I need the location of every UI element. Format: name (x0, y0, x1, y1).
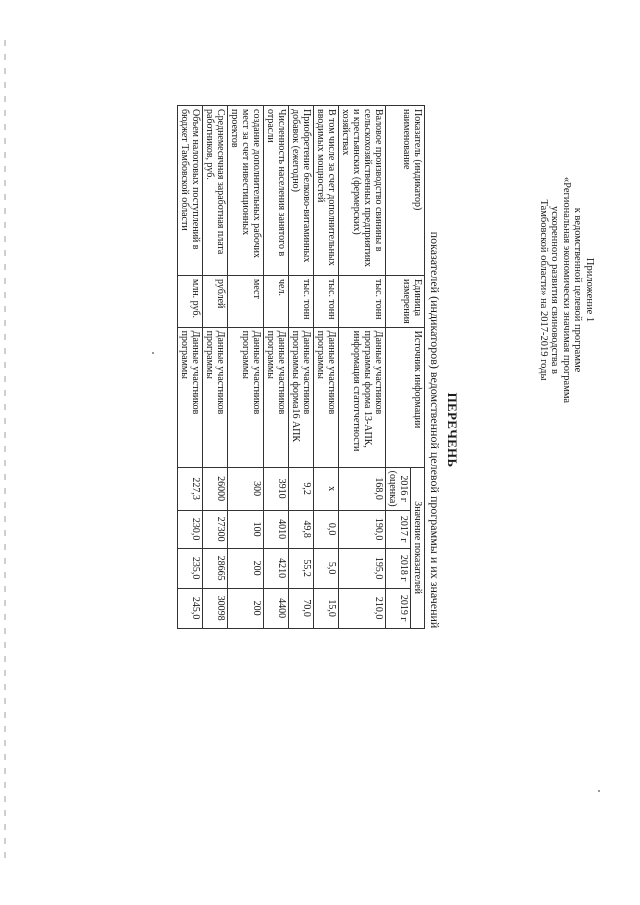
cell-2019: 70,0 (289, 588, 314, 628)
document-title: ПЕРЕЧЕНЬ (445, 392, 460, 468)
header-row (411, 106, 425, 629)
appendix-line: ускоренного развития свиноводства в (549, 206, 561, 374)
header-2016 (386, 467, 411, 510)
cell-unit: мест (228, 276, 264, 328)
cell-indicator: Среднемесячная заработная плата работников, руб. (203, 106, 228, 276)
cell-2016: 9,2 (289, 467, 314, 510)
cell-unit: млн. руб. (178, 276, 203, 328)
cell-2017: 230,0 (178, 510, 203, 548)
cell-2019: 30098 (203, 588, 228, 628)
rotated-page (20, 0, 610, 860)
cell-2017: 0,0 (314, 510, 339, 548)
indicators-table (177, 105, 425, 629)
table-row (314, 106, 339, 629)
cell-2017: 100 (228, 510, 264, 548)
document-subtitle: показателей (индикаторов) ведомственной целевой программы и их значений (428, 231, 442, 629)
cell-2016: х (314, 467, 339, 510)
scan-edge (4, 40, 6, 860)
appendix-block (537, 90, 595, 490)
cell-2018: 55,2 (289, 548, 314, 588)
appendix-line: к ведомственной целевой программе (572, 207, 584, 373)
cell-2017: 4010 (264, 510, 289, 548)
appendix-line: Тамбовской области» на 2017-2019 годы (537, 199, 549, 381)
cell-indicator: В том числе за счет дополнительных вводимых мощностей (314, 106, 339, 276)
header-source: Источник информации (386, 327, 425, 467)
cell-2016: 26000 (203, 467, 228, 510)
cell-2016: 3910 (264, 467, 289, 510)
table-row (289, 106, 314, 629)
header-indicator: Показатель (индикатор) наименование (386, 106, 425, 276)
cell-source: Данные участников программы форма16 АПК (289, 327, 314, 467)
cell-source: Данные участников программы (178, 327, 203, 467)
table-row (339, 106, 386, 629)
cell-source: Данные участников программы форма 13-АПК, информация статотчетности (339, 327, 386, 467)
cell-2018: 235,0 (178, 548, 203, 588)
cell-2017: 27300 (203, 510, 228, 548)
cell-unit: тыс. тонн (289, 276, 314, 328)
cell-2017: 49,8 (289, 510, 314, 548)
header-2016-note: (оценка) (387, 470, 398, 507)
cell-2017: 190,0 (339, 510, 386, 548)
cell-2018: 4210 (264, 548, 289, 588)
cell-2019: 4400 (264, 588, 289, 628)
header-values-group: Значение показателей (411, 467, 425, 628)
cell-unit: тыс. тонн (314, 276, 339, 328)
header-unit: Единица измерения (386, 276, 425, 328)
cell-2019: 245,0 (178, 588, 203, 628)
cell-2016: 168,0 (339, 467, 386, 510)
cell-indicator: Численность населения занятого в отрасли (264, 106, 289, 276)
header-2017: 2017 г (386, 510, 411, 548)
appendix-line: Приложение 1 (584, 257, 595, 323)
table-row (203, 106, 228, 629)
cell-2019: 210,0 (339, 588, 386, 628)
cell-indicator: Объем налоговых поступлений в бюджет Тамбовской области (178, 106, 203, 276)
cell-source: Данные участников программы (203, 327, 228, 467)
header-2016-year: 2016 г (398, 475, 409, 502)
cell-unit: тыс. тонн (339, 276, 386, 328)
table-row (264, 106, 289, 629)
cell-2016: 227,3 (178, 467, 203, 510)
cell-source: Данные участников программы (264, 327, 289, 467)
cell-source: Данные участников программы (228, 327, 264, 467)
cell-2019: 15,0 (314, 588, 339, 628)
cell-2018: 200 (228, 548, 264, 588)
cell-source: Данные участников программы (314, 327, 339, 467)
cell-unit: чел. (264, 276, 289, 328)
cell-2018: 5,0 (314, 548, 339, 588)
cell-indicator: Валовое производство свинины в сельскохозяйственных предприятиях и крестьянских (фермерских) хозяйствах (339, 106, 386, 276)
table-row (228, 106, 264, 629)
cell-2018: 28665 (203, 548, 228, 588)
table-row (178, 106, 203, 629)
header-2019: 2019 г (386, 588, 411, 628)
cell-unit: рублей (203, 276, 228, 328)
header-2018: 2018 г (386, 548, 411, 588)
cell-indicator: Приобретение белково-витаминных добавок (ежегодно) (289, 106, 314, 276)
cell-indicator: создание дополнительных рабочих мест за счет инвестиционных проектов (228, 106, 264, 276)
cell-2019: 200 (228, 588, 264, 628)
cell-2018: 195,0 (339, 548, 386, 588)
cell-2016: 300 (228, 467, 264, 510)
appendix-line: «Региональная экономически значимая программа (560, 176, 572, 404)
